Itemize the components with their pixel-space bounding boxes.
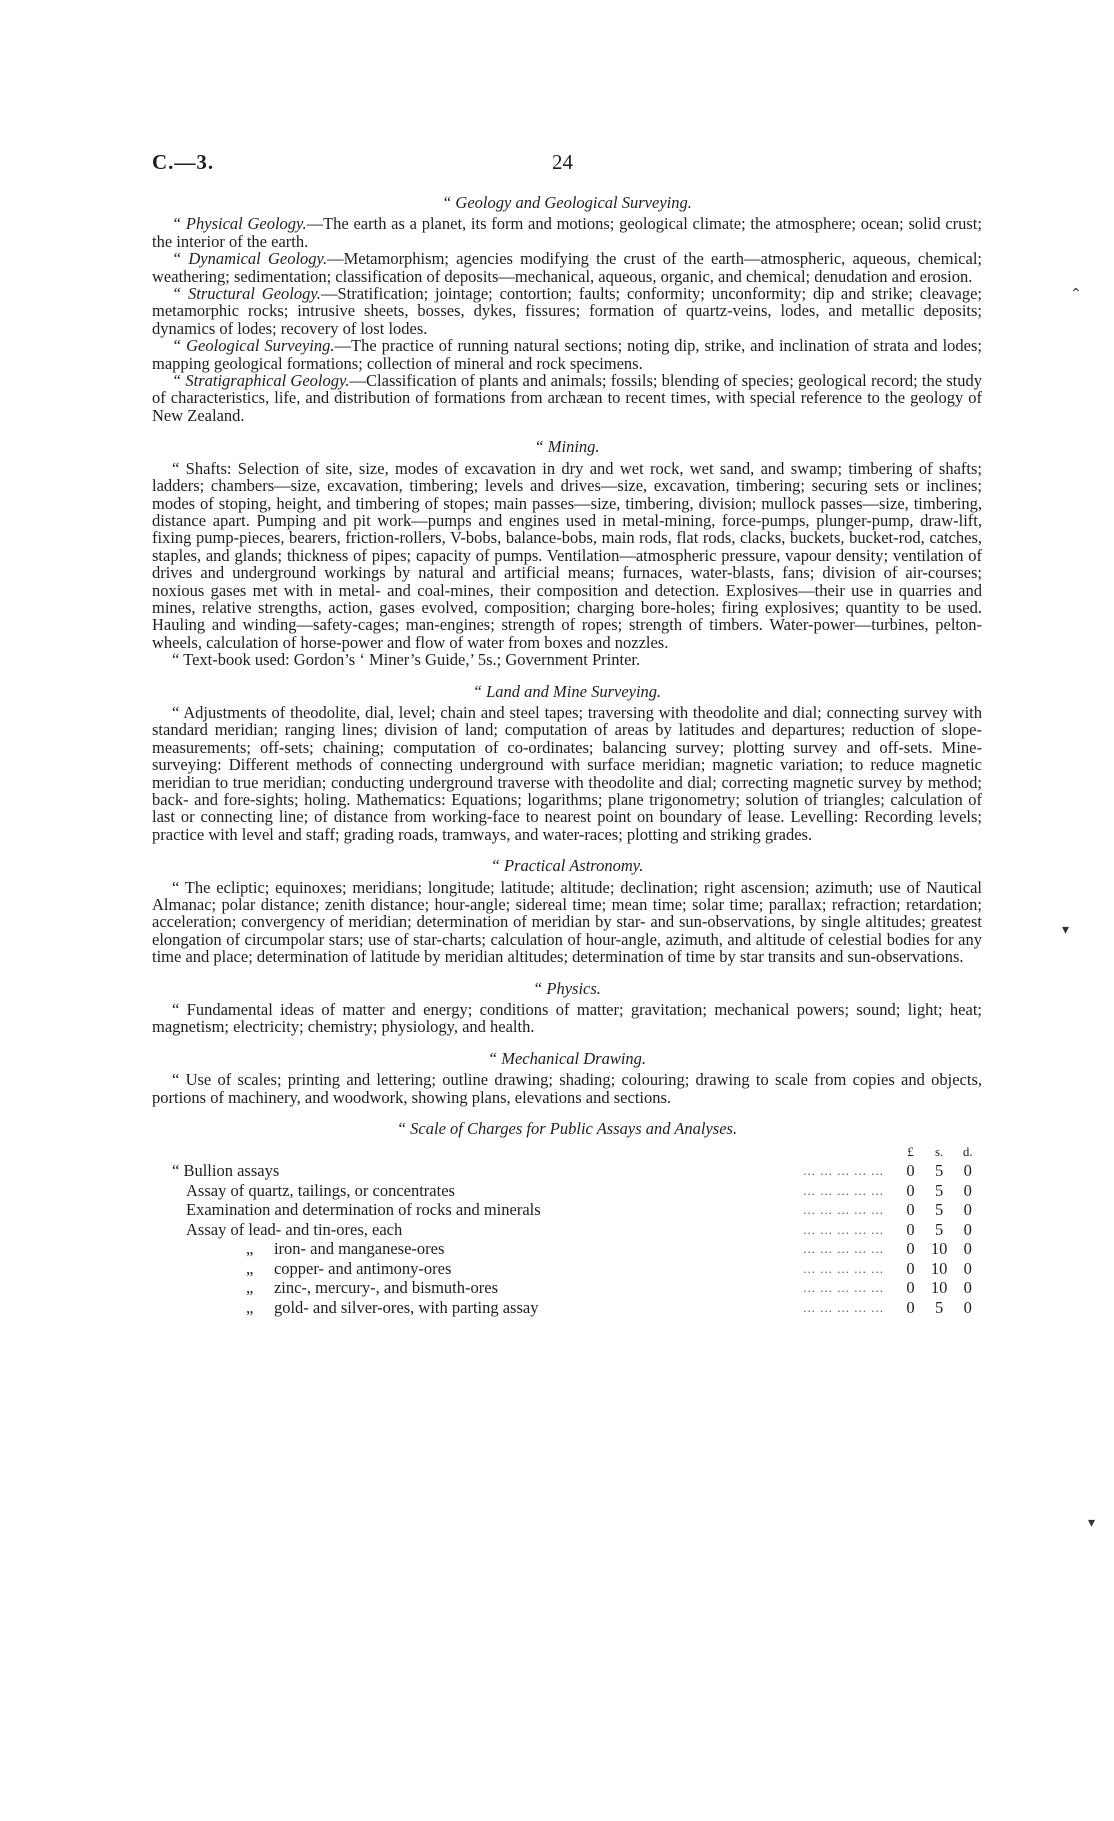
section-surveying <box>152 683 982 844</box>
paragraph <box>152 215 982 250</box>
charge-pounds: 0 <box>906 1200 915 1219</box>
paragraph-lead: “ Structural Geology. <box>172 284 321 304</box>
paragraph <box>152 372 982 424</box>
section-heading: “ Land and Mine Surveying. <box>472 681 662 701</box>
charge-row <box>152 1259 982 1279</box>
charge-pounds: 0 <box>906 1161 915 1180</box>
paragraph: “ Fundamental ideas of matter and energy; conditions of matter; gravitation; mechanical powers; sound; light; heat; magnetism; electricity; chemistry; physiology, and health. <box>152 1000 982 1037</box>
charge-pence: 0 <box>963 1161 972 1180</box>
charge-shillings: 5 <box>934 1180 944 1200</box>
pounds-header: £ <box>907 1143 914 1159</box>
charge-pence: 0 <box>963 1258 972 1278</box>
shillings-header: s. <box>934 1143 944 1159</box>
section-heading: “ Geology and Geological Surveying. <box>442 193 692 212</box>
charge-pounds: 0 <box>906 1278 915 1297</box>
charge-shillings: 10 <box>930 1239 948 1258</box>
charge-shillings: 5 <box>934 1297 944 1317</box>
charge-label: „ gold- and silver-ores, with parting assay <box>246 1297 539 1317</box>
section-heading: “ Scale of Charges for Public Assays and Analyses. <box>396 1119 738 1139</box>
paragraph: “ Text-book used: Gordon’s ‘ Miner’s Guide,’ 5s.; Government Printer. <box>172 650 641 670</box>
charge-row <box>152 1220 982 1240</box>
pence-header: d. <box>962 1143 973 1159</box>
paragraph: “ The ecliptic; equinoxes; meridians; longitude; latitude; altitude; declination; right ascension; azimuth; use of Nautical Almanac; polar distance; zenith distance; hour-angle; sidereal time; mean time; solar time; parallax; refraction; retardation; acceleration; convergency of meridian; determination of meridian by star- and sun-observations, by single altitudes; greatest elongation of circumpolar stars; use of star-charts; calculation of hour-angle, azimuth, and altitude of celestial bodies for any time and place; determination of latitude by meridian altitudes; determination of time by star transits and sun-observations. <box>152 877 982 967</box>
section-heading: “ Mining. <box>534 437 600 457</box>
paragraph <box>152 337 982 372</box>
leader-dots: ... ... ... ... ... <box>803 1163 885 1178</box>
page-number: 24 <box>552 150 573 174</box>
paragraph-lead: “ Geological Surveying. <box>172 336 335 356</box>
paragraph: “ Use of scales; printing and lettering; outline drawing; shading; colouring; drawing to scale from copies and objects, portions of machinery, and woodwork, showing plans, elevations and sections. <box>152 1070 982 1107</box>
charge-label: „ zinc-, mercury-, and bismuth-ores <box>246 1278 498 1297</box>
charge-row <box>152 1278 982 1298</box>
paragraph <box>152 250 982 285</box>
section-charges <box>152 1120 982 1317</box>
paragraph-text: —The earth as a planet, its form and motions; geological climate; the atmosphere; ocean; solid crust; the interior of the earth. <box>152 214 982 251</box>
section-heading: “ Practical Astronomy. <box>490 856 644 876</box>
charge-pounds: 0 <box>906 1297 915 1317</box>
section-geology <box>152 194 982 424</box>
leader-dots: ... ... ... ... ... <box>803 1299 885 1315</box>
paragraph <box>152 285 982 337</box>
charge-pence: 0 <box>963 1278 972 1297</box>
charge-shillings: 5 <box>934 1161 944 1180</box>
charge-row <box>152 1200 982 1220</box>
leader-dots: ... ... ... ... ... <box>803 1221 885 1237</box>
leader-dots: ... ... ... ... ... <box>803 1241 885 1256</box>
charges-header-row <box>152 1142 982 1162</box>
charge-shillings: 10 <box>930 1258 948 1278</box>
section-physics <box>152 980 982 1036</box>
section-drawing <box>152 1050 982 1106</box>
margin-mark: ▾ <box>1088 1516 1096 1531</box>
charge-label: „ copper- and antimony-ores <box>246 1258 452 1278</box>
charge-label: Assay of quartz, tailings, or concentrates <box>186 1180 455 1200</box>
charge-shillings: 5 <box>934 1200 944 1219</box>
paragraph-text: —The practice of running natural sections; noting dip, strike, and inclination of strata and lodes; mapping geological formations; collection of mineral and rock specimens. <box>152 336 983 373</box>
paragraph-text: —Classification of plants and animals; fossils; blending of species; geological record; the study of characteristics, life, and distribution of formations from archæan to recent times, with special reference to the geology of New Zealand. <box>152 371 982 425</box>
margin-mark: ▾ <box>1062 923 1070 938</box>
charge-pence: 0 <box>963 1200 972 1219</box>
section-heading: “ Mechanical Drawing. <box>487 1048 647 1068</box>
section-heading: “ Physics. <box>533 978 601 998</box>
paragraph-lead: “ Stratigraphical Geology. <box>172 371 350 391</box>
charge-label: „ iron- and manganese-ores <box>246 1239 445 1258</box>
charge-pounds: 0 <box>906 1239 915 1258</box>
paragraph-lead: “ Physical Geology. <box>172 214 307 234</box>
paragraph: “ Shafts: Selection of site, size, modes of excavation in dry and wet rock, wet sand, and swamp; timbering of shafts; ladders; chambers—size, excavation, timbering; levels and drives—size, excavation, timbering; securing sets or inclines; modes of stoping, height, and timbering of stopes; main passes—size, timbering, division; mullock passes—size, timbering, distance apart. Pumping and pit work—pumps and engines used in metal-mining, force-pumps, plunger-pump, draw-lift, fixing pump-pieces, bearers, friction-rollers, V-bobs, balance-bobs, main rods, flat rods, clacks, buckets, bucket-rod, catches, staples, and glands; thickness of pipes; capacity of pumps. Ventilation—atmospheric pressure, vapour density; ventilation of drives and underground workings by natural and artificial means; furnaces, water-blasts, fans; division of air-courses; noxious gases met with in metal- and coal-mines, their composition and detection. Explosives—their use in quarries and mines, relative strengths, action, gases evolved, composition; charging bore-holes; firing explosives; quantity to be used. Hauling and winding—safety-cages; man-engines; strength of ropes; strength of timbers. Water-power—turbines, pelton-wheels, calculation of horse-power and flow of water from boxes and nozzles. <box>152 458 982 652</box>
charge-pounds: 0 <box>906 1219 915 1239</box>
section-astronomy <box>152 857 982 965</box>
charge-pence: 0 <box>963 1239 972 1258</box>
charge-row <box>152 1181 982 1201</box>
paragraph-text: —Stratification; jointage; contortion; faults; conformity; unconformity; dip and strike; cleavage; metamorphic rocks; intrusive sheets, bosses, dykes, fissures; formation of quartz-veins, lodes, and metallic deposits; dynamics of lodes; recovery of lost lodes. <box>152 284 983 338</box>
charge-pounds: 0 <box>906 1258 915 1278</box>
charge-label: Assay of lead- and tin-ores, each <box>186 1219 403 1239</box>
charge-shillings: 10 <box>930 1278 948 1297</box>
document-body <box>152 194 982 1317</box>
section-mining <box>152 438 982 668</box>
document-code: C.—3. <box>152 150 215 174</box>
leader-dots: ... ... ... ... ... <box>803 1182 885 1198</box>
leader-dots: ... ... ... ... ... <box>803 1280 885 1295</box>
charge-pence: 0 <box>963 1219 972 1239</box>
charge-label: Examination and determination of rocks and minerals <box>186 1200 541 1219</box>
charges-table <box>152 1142 982 1318</box>
charge-row <box>152 1298 982 1318</box>
charge-label: “ Bullion assays <box>172 1161 280 1180</box>
charge-row <box>152 1239 982 1259</box>
paragraph: “ Adjustments of theodolite, dial, level; chain and steel tapes; traversing with theodolite and dial; connecting survey with standard meridian; ranging lines; division of land; computation of areas by latitudes and departures; reduction of slope-measurements; off-sets; chaining; computation of co-ordinates; balancing survey; plotting survey and off-sets. Mine-surveying: Different methods of connecting underground with surface meridian; magnetic variation; to reduce magnetic meridian to true meridian; conducting underground traverse with theodolite and dial; correcting magnetic survey by method; back- and fore-sights; holing. Mathematics: Equations; logarithms; plane trigonometry; solution of triangles; calculation of last or connecting line; of distance from working-face to nearest point on boundary of lease. Levelling: Recording levels; practice with level and staff; grading roads, tramways, and water-races; plotting and striking grades. <box>152 702 982 844</box>
charge-pence: 0 <box>963 1180 972 1200</box>
leader-dots: ... ... ... ... ... <box>803 1202 885 1217</box>
charge-row <box>152 1161 982 1181</box>
charge-pence: 0 <box>963 1297 972 1317</box>
leader-dots: ... ... ... ... ... <box>803 1260 885 1276</box>
charge-pounds: 0 <box>906 1180 915 1200</box>
margin-mark: ⌃ <box>1070 287 1082 302</box>
paragraph-text: —Metamorphism; agencies modifying the crust of the earth—atmospheric, aqueous, chemical; weathering; sedimentation; classification of deposits—mechanical, aqueous, organic, and chemical; denudation and erosion. <box>152 249 982 286</box>
charge-shillings: 5 <box>934 1219 944 1239</box>
paragraph-lead: “ Dynamical Geology. <box>172 249 328 269</box>
